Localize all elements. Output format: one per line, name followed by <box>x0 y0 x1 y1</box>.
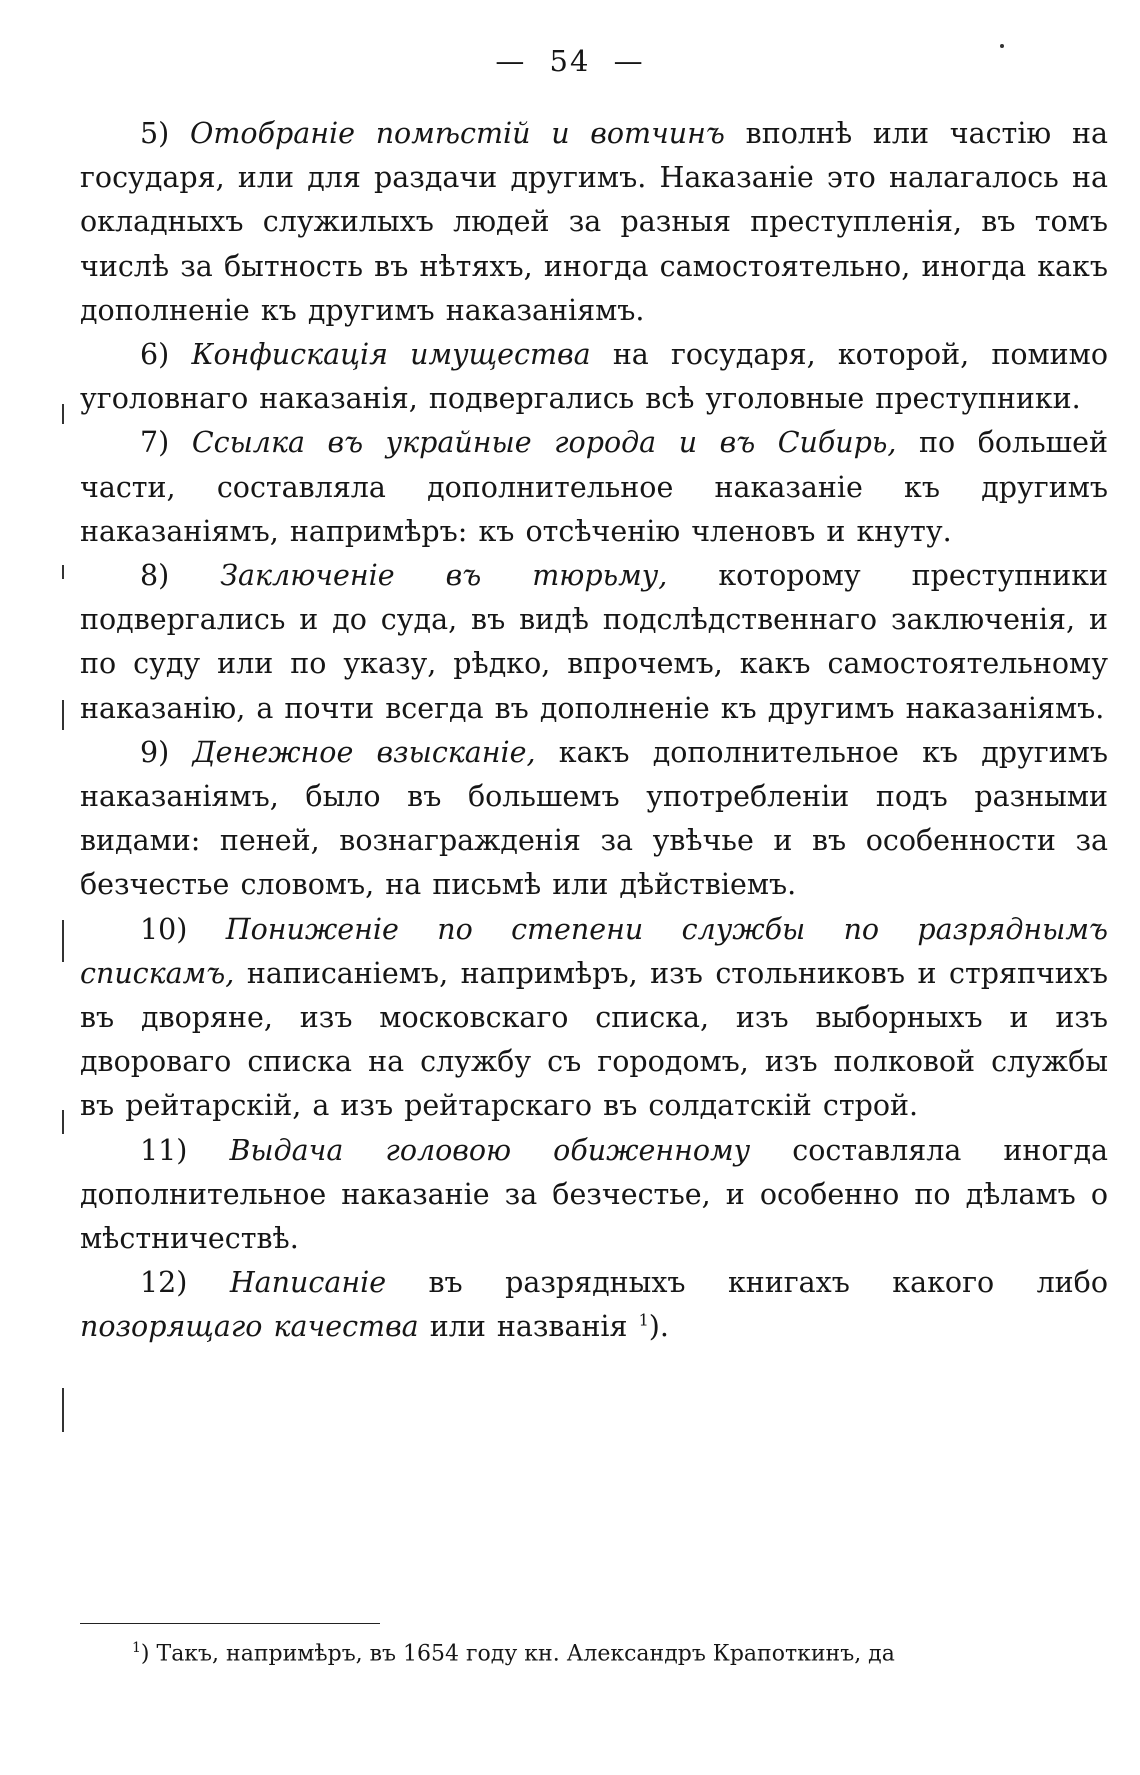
item-term: Заключеніе въ тюрьму, <box>220 559 668 593</box>
item-number: 7) <box>140 426 170 460</box>
footnote-reference[interactable]: 1 <box>638 1310 649 1330</box>
item-text: которому преступники подвергались и до суда, въ видѣ подслѣдственнаго заключенія, и по суду или по указу, рѣдко, впрочемъ, какъ самостоятельному наказанію, а почти всегда въ дополненіе къ другимъ наказаніямъ. <box>80 559 1109 725</box>
margin-mark <box>62 1388 64 1432</box>
item-term: Пониженіе по степени службы по разряднымъ спискамъ, <box>80 912 1108 990</box>
item-text: по большей части, составляла дополнительное наказаніе къ другимъ наказаніямъ, напримѣръ: къ отсѣченію членовъ и кнуту. <box>80 426 1109 548</box>
item-tail: ). <box>648 1310 669 1344</box>
footnote-text: Такъ, напримѣръ, въ 1654 году кн. Александръ Крапоткинъ, да <box>156 1641 895 1667</box>
item-number: 8) <box>140 559 170 593</box>
item-term: Конфискація имущества <box>191 338 591 372</box>
item-number: 9) <box>140 735 170 769</box>
paragraph-11 <box>80 1129 1108 1262</box>
item-term-secondary: позорящаго качества <box>80 1310 419 1344</box>
item-text: написаніемъ, напримѣръ, изъ стольниковъ и стряпчихъ въ дворяне, изъ московскаго списка, изъ выборныхъ и изъ двороваго списка на службу съ городомъ, изъ полковой службы въ рейтарскій, а изъ рейтарскаго въ солдатскій строй. <box>80 956 1108 1123</box>
paragraph-12 <box>80 1261 1108 1349</box>
item-text: составляла иногда дополнительное наказаніе за безчестье, и особенно по дѣламъ о мѣстничествѣ. <box>80 1133 1108 1256</box>
item-number: 5) <box>140 117 170 150</box>
item-number: 12) <box>140 1266 188 1300</box>
paragraph-7 <box>80 421 1108 554</box>
item-number: 6) <box>140 338 170 372</box>
item-number: 11) <box>140 1133 188 1167</box>
item-term: Ссылка въ украйные города и въ Сибирь, <box>191 426 897 460</box>
paragraph-5 <box>80 112 1108 333</box>
item-term: Денежное взысканіе, <box>192 735 536 769</box>
paragraph-10 <box>80 908 1108 1129</box>
paragraph-9 <box>80 731 1108 908</box>
item-term: Написаніе <box>229 1266 387 1300</box>
margin-mark <box>62 404 64 424</box>
item-text: на государя, которой, помимо уголовнаго наказанія, подвергались всѣ уголовные преступники. <box>80 338 1109 416</box>
item-term: Отобраніе помѣстій и вотчинъ <box>190 117 725 150</box>
item-text-secondary: или названія <box>429 1310 628 1344</box>
item-term: Выдача головою обиженному <box>229 1133 751 1167</box>
item-text: какъ дополнительное къ другимъ наказаніямъ, было въ большемъ употребленіи подъ разными видами: пеней, вознагражденія за увѣчье и въ особенности за безчестье словомъ, на письмѣ или дѣйствіемъ. <box>80 735 1108 902</box>
item-number: 10) <box>140 912 188 946</box>
margin-mark <box>62 1110 64 1134</box>
footnote-marker: 1 <box>132 1640 141 1656</box>
item-text: въ разрядныхъ книгахъ какого либо <box>428 1266 1108 1300</box>
main-text <box>80 112 1108 1350</box>
margin-mark <box>62 565 64 579</box>
paragraph-6 <box>80 333 1108 421</box>
footnote <box>80 1630 1108 1672</box>
page-header <box>0 44 1140 78</box>
header-right-dash: — <box>613 44 645 78</box>
page-number: 54 <box>549 44 591 78</box>
header-left-dash: — <box>495 44 527 78</box>
footnote-divider <box>80 1623 380 1624</box>
item-text: вполнѣ или частію на государя, или для раздачи другимъ. Наказаніе это налагалось на окладныхъ служилыхъ людей за разныя преступленія, въ томъ числѣ за бытность въ нѣтяхъ, иногда самостоятельно, иногда какъ дополненіе къ другимъ наказаніямъ. <box>80 117 1108 327</box>
margin-mark <box>62 920 64 962</box>
paragraph-8 <box>80 554 1108 731</box>
footnote-marker-close: ) <box>140 1641 150 1667</box>
margin-mark <box>62 700 64 730</box>
scan-speck <box>1000 44 1004 48</box>
